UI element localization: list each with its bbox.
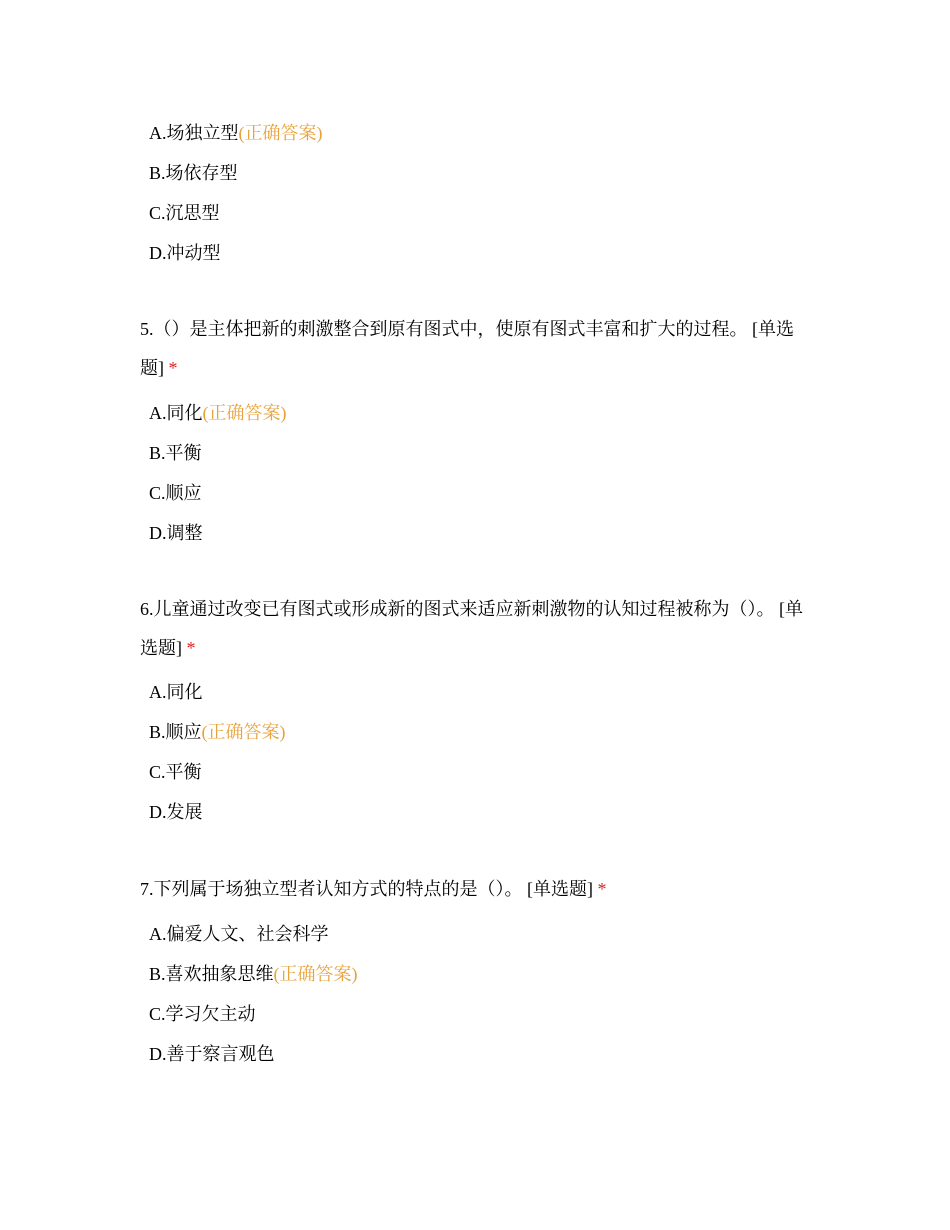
option-label: C.平衡 [149, 762, 202, 782]
question-7-text [140, 870, 805, 909]
question-stem: 6.儿童通过改变已有图式或形成新的图式来适应新刺激物的认知过程被称为（）。 [140, 599, 775, 619]
q6-option-c [149, 760, 202, 784]
required-star: * [186, 638, 196, 658]
q4-option-d [149, 241, 221, 265]
correct-answer-mark: (正确答案) [238, 123, 323, 143]
required-star: * [597, 879, 607, 899]
option-label: B.平衡 [149, 443, 202, 463]
option-label: C.顺应 [149, 483, 202, 503]
option-label: D.冲动型 [149, 243, 221, 263]
question-stem: 5.（）是主体把新的刺激整合到原有图式中，使原有图式丰富和扩大的过程。 [140, 319, 748, 339]
q6-option-b [149, 720, 286, 744]
option-label: C.学习欠主动 [149, 1004, 256, 1024]
option-label: D.善于察言观色 [149, 1044, 275, 1064]
question-type: [单选题] [140, 319, 794, 378]
option-label: A.场独立型 [149, 123, 239, 143]
q7-option-d [149, 1042, 275, 1066]
question-type: [单选题] [140, 599, 803, 658]
option-label: D.调整 [149, 523, 203, 543]
q4-option-c [149, 201, 220, 225]
question-stem: 7.下列属于场独立型者认知方式的特点的是（）。 [140, 879, 523, 899]
q7-option-c [149, 1002, 256, 1026]
option-label: C.沉思型 [149, 203, 220, 223]
q5-option-c [149, 481, 202, 505]
required-star: * [168, 358, 178, 378]
correct-answer-mark: (正确答案) [202, 403, 287, 423]
correct-answer-mark: (正确答案) [273, 964, 358, 984]
q5-option-b [149, 441, 202, 465]
question-6-text [140, 590, 810, 668]
q4-option-a [149, 121, 323, 145]
question-5-text [140, 310, 805, 388]
q5-option-d [149, 521, 203, 545]
option-label: B.顺应 [149, 722, 202, 742]
q7-option-b [149, 962, 358, 986]
question-type: [单选题] [527, 879, 593, 899]
option-label: D.发展 [149, 802, 203, 822]
option-label: A.同化 [149, 403, 203, 423]
option-label: A.偏爱人文、社会科学 [149, 924, 329, 944]
q6-option-a [149, 680, 203, 704]
option-label: A.同化 [149, 682, 203, 702]
option-label: B.喜欢抽象思维 [149, 964, 274, 984]
q7-option-a [149, 922, 329, 946]
q5-option-a [149, 401, 287, 425]
option-label: B.场依存型 [149, 163, 238, 183]
correct-answer-mark: (正确答案) [201, 722, 286, 742]
q6-option-d [149, 800, 203, 824]
q4-option-b [149, 161, 238, 185]
